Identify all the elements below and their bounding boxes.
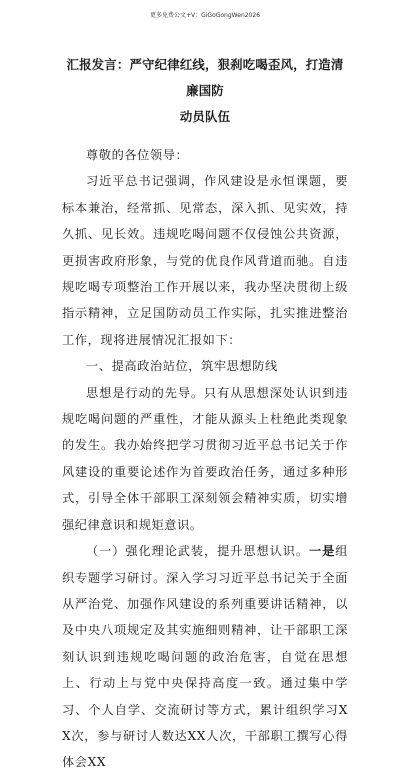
sub-paragraph-text: 组织专题学习研讨。深入学习习近平总书记关于全面从严治党、加强作风建设的系列重要讲话精神，以及中央八项规定及其实施细则精神，让干部职工深刻认识到违规吃喝问题的政治危害，自觉在思想上、行动上与党中央保持高度一致。通过集中学习、个人自学、交流研讨等方式，累计组织学习XX次，参与研讨人数达XX人次，干部职工撰写心得体会XX [62,544,348,770]
header-note: 更多免费公文+V：GiGoGongWen2026 [149,12,261,19]
document-title-line-1: 汇报发言：严守纪律红线，狠刹吃喝歪风，打造清廉国防 [66,57,344,98]
document-body [62,52,348,776]
sub-lead-bold: 一是 [308,544,336,559]
paragraph-subsection-1 [62,538,348,776]
section-heading-1: 一、提高政治站位，筑牢思想防线 [86,359,278,374]
salutation: 尊敬的各位领导： [86,148,189,162]
paragraph-intro: 习近平总书记强调，作风建设是永恒课题，要标本兼治，经常抓、见常态，深入抓、见实效，持久抓、见长效。违规吃喝问题不仅侵蚀公共资源，更损害政府形象，与党的优良作风背道而驰。自违规吃喝专项整治工作开展以来，我办坚决贯彻上级指示精神，立足国防动员工作实际，扎实推进整治工作，现将进展情况汇报如下： [62,174,348,347]
paragraph-section-1: 思想是行动的先导。只有从思想深处认识到违规吃喝问题的严重性，才能从源头上杜绝此类现象的发生。我办始终把学习贯彻习近平总书记关于作风建设的重要论述作为首要政治任务，通过多种形式，引导全体干部职工深刻领会精神实质，切实增强纪律意识和规矩意识。 [62,385,348,532]
document-title-line-2: 动员队伍 [179,109,231,124]
sub-heading: （一）强化理论武装，提升思想认识。 [86,544,309,559]
